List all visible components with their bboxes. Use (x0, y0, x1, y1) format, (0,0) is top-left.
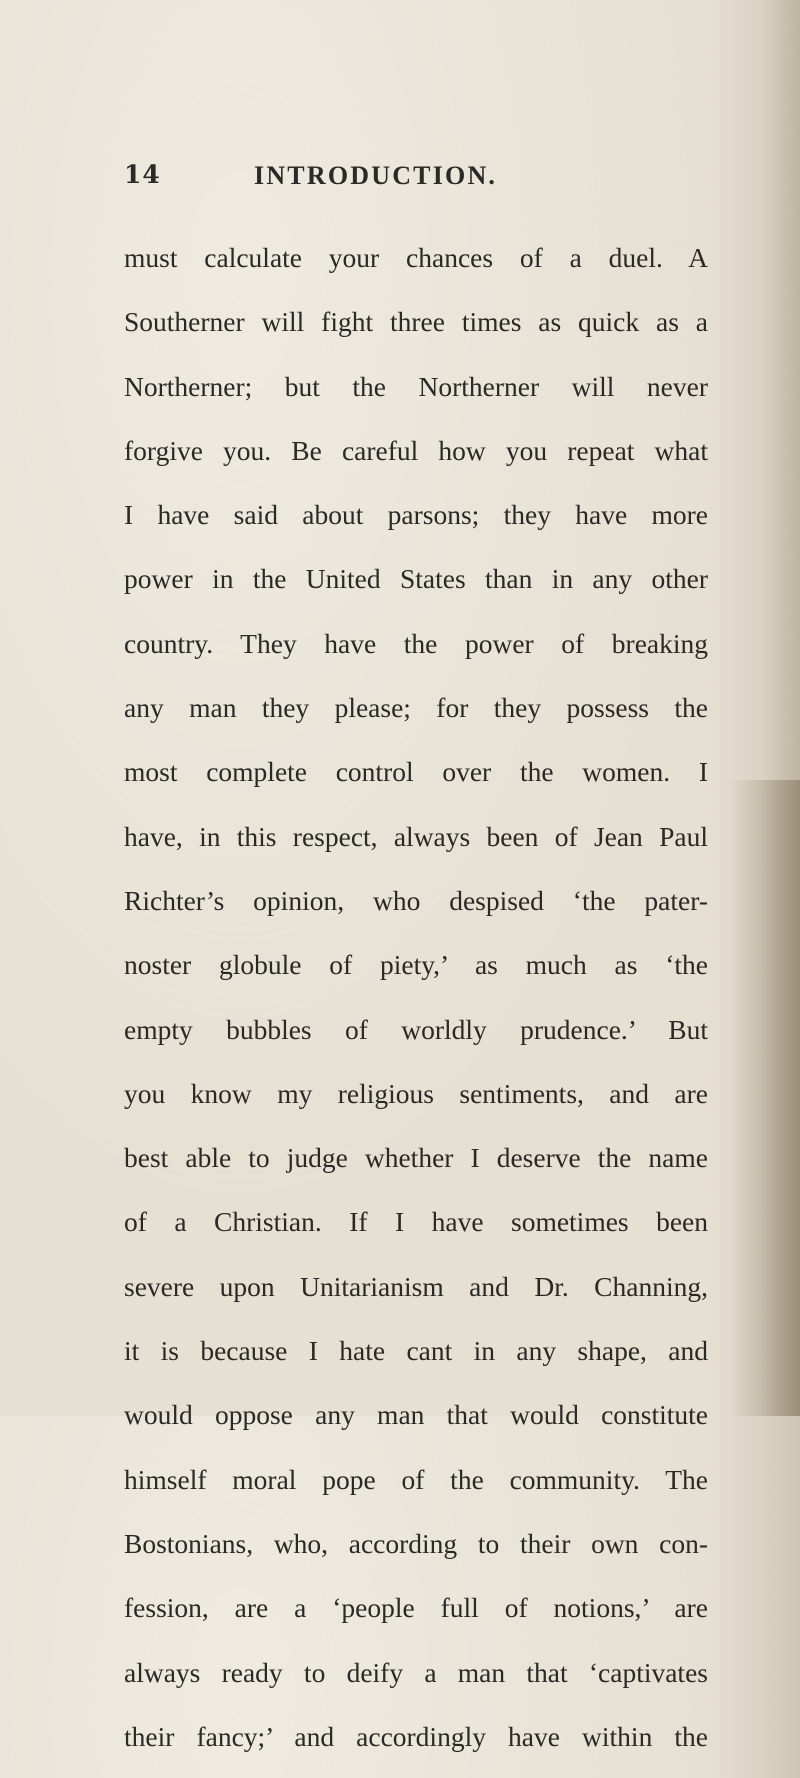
text-line: I have said about parsons; they have more (124, 499, 708, 531)
text-line: Northerner; but the Northerner will never (124, 370, 708, 402)
text-line: country. They have the power of breaking (124, 627, 708, 659)
text-line: power in the United States than in any other (124, 563, 708, 595)
text-line: you know my religious sentiments, and are (124, 1077, 708, 1109)
body-text (124, 235, 708, 1778)
text-line: severe upon Unitarianism and Dr. Channing, (124, 1270, 708, 1302)
text-line: most complete control over the women. I (124, 756, 708, 788)
text-line: Richter’s opinion, who despised ‘the pater- (124, 884, 708, 916)
text-line: fession, are a ‘people full of notions,’ are (124, 1592, 708, 1624)
text-line: Southerner will fight three times as quick as a (124, 306, 708, 338)
text-line: empty bubbles of worldly prudence.’ But (124, 1013, 708, 1045)
text-line: himself moral pope of the community. The (124, 1463, 708, 1495)
text-line: it is because I hate cant in any shape, and (124, 1335, 708, 1367)
text-line: noster globule of piety,’ as much as ‘the (124, 949, 708, 981)
text-line: forgive you. Be careful how you repeat what (124, 434, 708, 466)
page-number: 14 (124, 160, 161, 189)
text-line: their fancy;’ and accordingly have within the (124, 1720, 708, 1752)
text-line: always ready to deify a man that ‘captivates (124, 1656, 708, 1688)
page-edge-shadow-lower (730, 780, 800, 1416)
text-line: have, in this respect, always been of Jean Paul (124, 820, 708, 852)
running-title: INTRODUCTION. (254, 161, 498, 190)
text-line: Bostonians, who, according to their own con- (124, 1527, 708, 1559)
text-line: of a Christian. If I have sometimes been (124, 1206, 708, 1238)
text-line: would oppose any man that would constitute (124, 1399, 708, 1431)
text-line: must calculate your chances of a duel. A (124, 242, 708, 273)
text-line: best able to judge whether I deserve the name (124, 1142, 708, 1174)
running-head (124, 160, 704, 200)
text-line: any man they please; for they possess the (124, 692, 708, 724)
